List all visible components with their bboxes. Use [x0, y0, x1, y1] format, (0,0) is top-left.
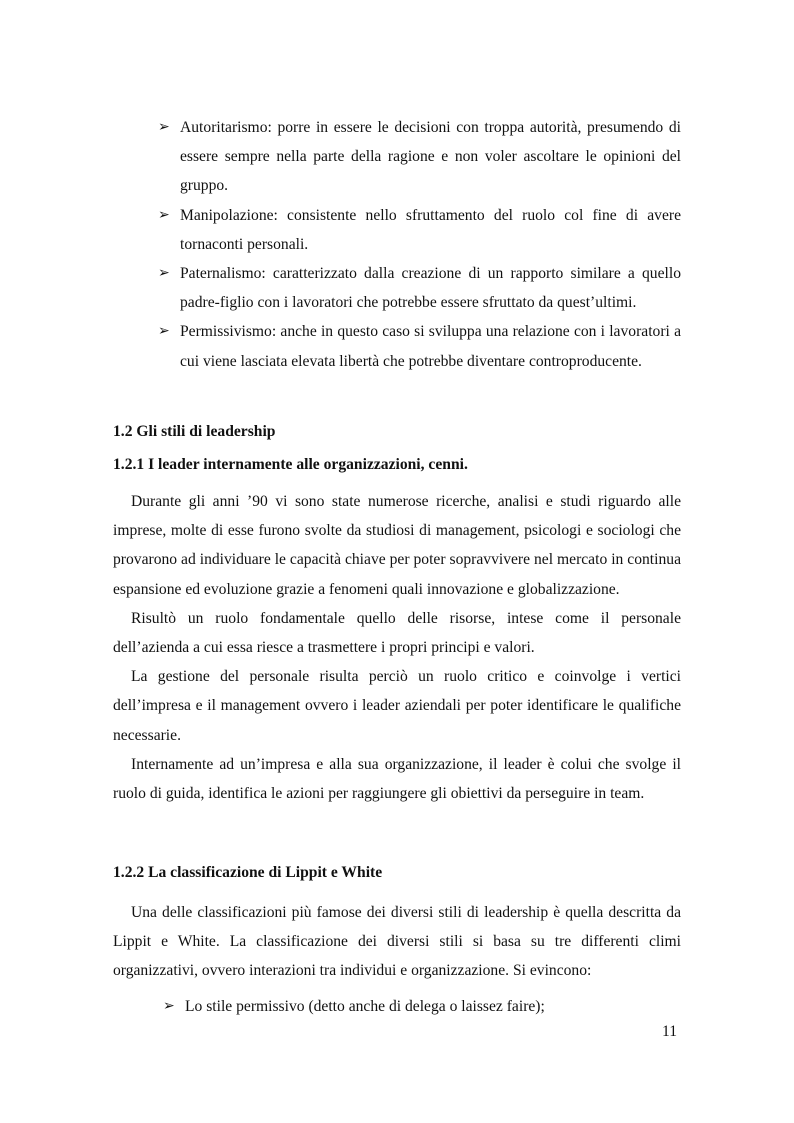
section-body-leader: [113, 487, 681, 808]
arrow-bullet-icon: ➢: [158, 265, 170, 282]
list-item: [158, 259, 681, 317]
arrow-bullet-icon: ➢: [158, 323, 170, 340]
list-item-text: Paternalismo: caratterizzato dalla creazione di un rapporto similare a quello padre-figlio con i lavoratori che potrebbe essere sfruttato da quest’ultimi.: [180, 265, 681, 312]
arrow-bullet-icon: ➢: [158, 206, 170, 223]
arrow-bullet-icon: ➢: [158, 119, 170, 135]
paragraph: La gestione del personale risulta perciò un ruolo critico e coinvolge i vertici dell’impresa e il management ovvero i leader aziendali per poter identificare le qualifiche necessarie.: [113, 668, 681, 744]
list-item: [158, 113, 681, 201]
subsection-heading-lippit-white: 1.2.2 La classificazione di Lippit e White: [113, 864, 383, 881]
list-item-text: Autoritarismo: porre in essere le decisioni con troppa autorità, presumendo di essere sempre nella parte della ragione e non voler ascoltare le opinioni del gruppo.: [180, 119, 681, 195]
paragraph: Durante gli anni ’90 vi sono state numerose ricerche, analisi e studi riguardo alle imprese, molte di esse furono svolte da studiosi di management, psicologi e sociologi che provarono ad individuare le capacità chiave per poter sopravvivere nel mercato in continua espansione ed evoluzione grazie a fenomeni quali innovazione e globalizzazione.: [113, 493, 681, 598]
top-bullet-list: [158, 113, 681, 376]
list-item-text: Permissivismo: anche in questo caso si sviluppa una relazione con i lavoratori a cui viene lasciata elevata libertà che potrebbe diventare controproducente.: [180, 323, 681, 370]
subsection-heading-leader: 1.2.1 I leader internamente alle organizzazioni, cenni.: [113, 456, 468, 473]
paragraph: Risultò un ruolo fondamentale quello delle risorse, intese come il personale dell’azienda a cui essa riesce a trasmettere i propri principi e valori.: [113, 609, 681, 657]
list-item: [163, 992, 545, 1021]
arrow-bullet-icon: ➢: [163, 998, 175, 1014]
list-item: [158, 317, 681, 375]
page-number: 11: [662, 1023, 678, 1040]
list-item: [158, 201, 681, 259]
section-heading: 1.2 Gli stili di leadership: [113, 423, 276, 440]
section-body-lippit-white: [113, 898, 681, 986]
paragraph: Una delle classificazioni più famose dei diversi stili di leadership è quella descritta da Lippit e White. La classificazione dei diversi stili si basa su tre differenti climi organizzativi, ovvero interazioni tra individui e organizzazione. Si evincono:: [113, 904, 681, 980]
paragraph: Internamente ad un’impresa e alla sua organizzazione, il leader è colui che svolge il ruolo di guida, identifica le azioni per raggiungere gli obiettivi da perseguire in team.: [113, 755, 681, 803]
list-item-text: Manipolazione: consistente nello sfruttamento del ruolo col fine di avere tornaconti personali.: [180, 206, 681, 253]
list-item-text: Lo stile permissivo (detto anche di delega o laissez faire);: [185, 998, 545, 1015]
